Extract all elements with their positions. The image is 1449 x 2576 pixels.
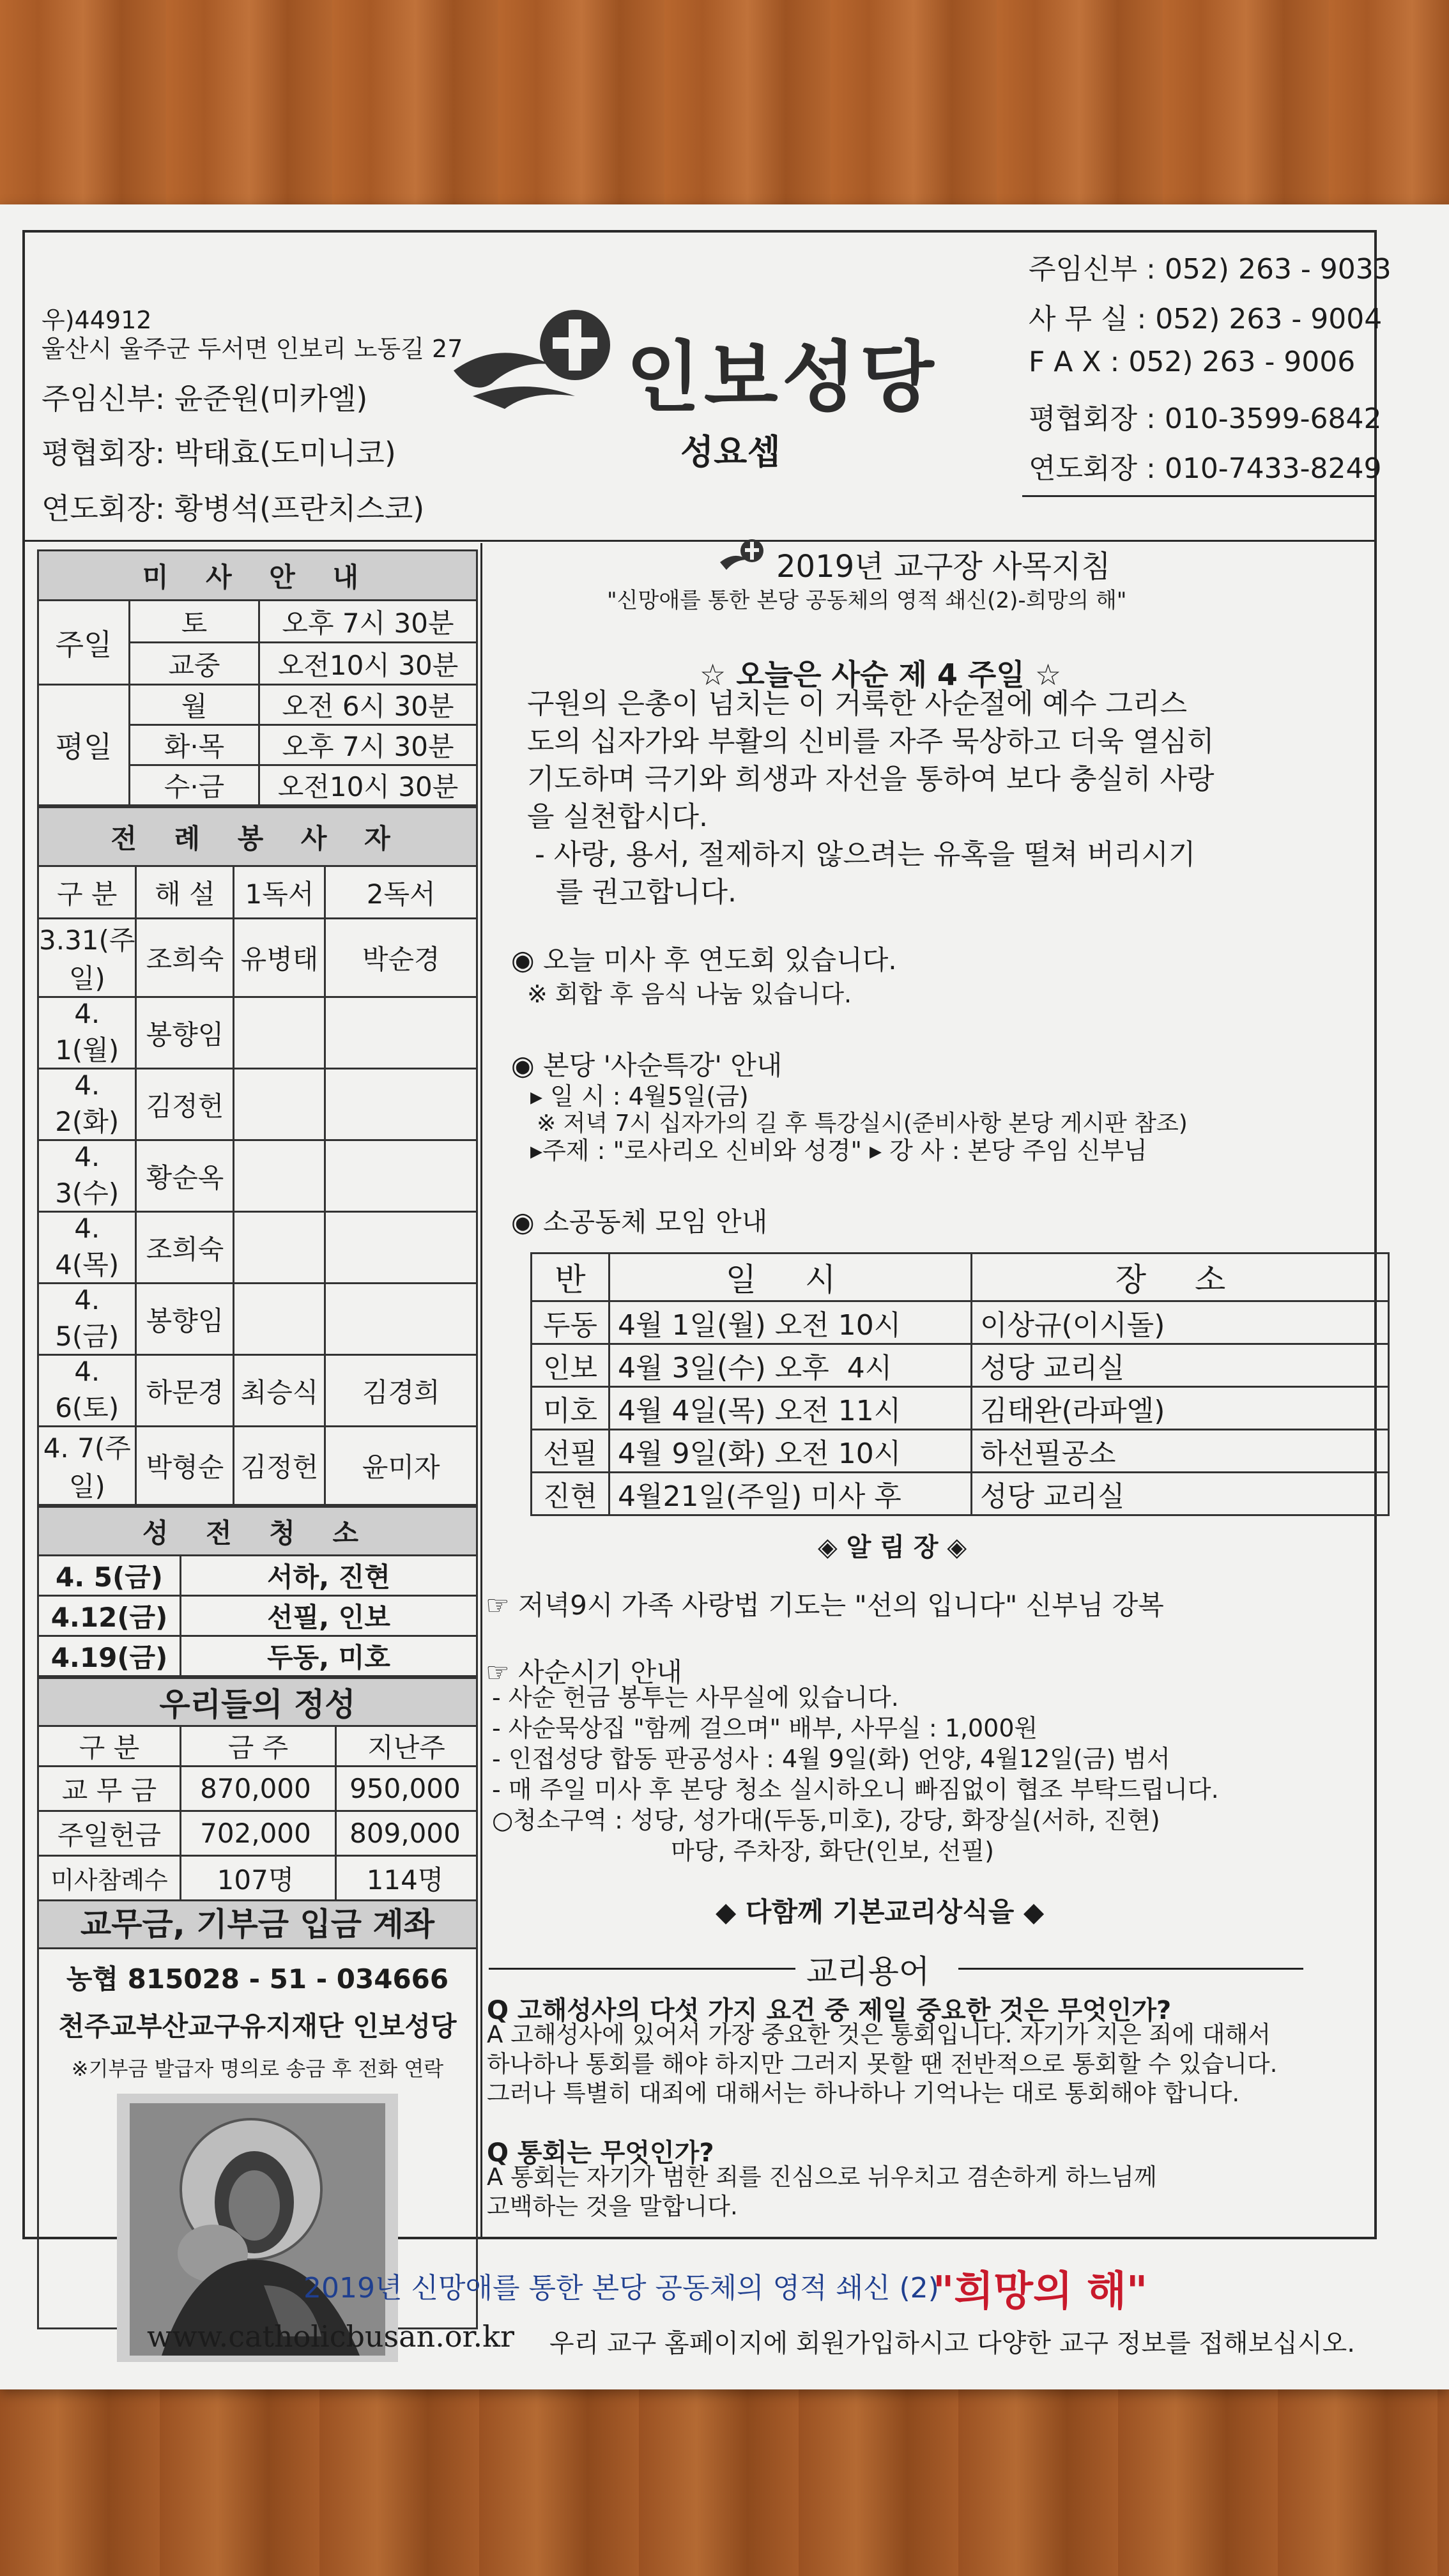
contact-label: 연도회장 [1029, 452, 1138, 485]
mass-day: 수·금 [130, 765, 259, 806]
contact-value: : 052) 263 - 9033 [1146, 253, 1392, 286]
mass-time: 오전 6시 30분 [259, 685, 477, 725]
mass-day: 월 [130, 685, 259, 725]
lent-line: 기도하며 극기와 희생과 자선을 통하여 보다 충실히 사랑 [527, 763, 1215, 795]
account-title: 교무금, 기부금 입금 계좌 [39, 1901, 476, 1949]
servers-cell: 윤미자 [325, 1427, 477, 1505]
mass-time: 오전10시 30분 [259, 765, 477, 806]
postal-code: 우)44912 [42, 306, 152, 334]
servers-cell [234, 1069, 325, 1140]
servers-cell [325, 1284, 477, 1355]
offering-value: 950,000 [336, 1767, 477, 1811]
address: 울산시 울주군 두서면 인보리 노동길 27 [42, 335, 463, 363]
term-rule-left [489, 1968, 795, 1970]
wood-background [0, 2377, 1449, 2576]
lecture-note: ※ 저녁 7시 십자가의 길 후 특강실시(준비사항 본당 게시판 참조) [537, 1110, 1188, 1137]
community-time: 4월21일(주일) 미사 후 [610, 1473, 972, 1515]
offering-value: 809,000 [336, 1811, 477, 1856]
answer-line: A 통회는 자기가 범한 죄를 진심으로 뉘우치고 겸손하게 하느님께 [487, 2163, 1157, 2191]
table-row [38, 1811, 477, 1856]
community-time: 4월 4일(목) 오전 11시 [610, 1387, 972, 1430]
mass-time: 오후 7시 30분 [259, 725, 477, 765]
lent-paragraph [527, 685, 1358, 911]
servers-cell [325, 1140, 477, 1212]
table-row [38, 1069, 477, 1140]
community-place: 성당 교리실 [972, 1473, 1389, 1515]
lent-line: - 사랑, 용서, 절제하지 않으려는 유혹을 떨쳐 버리시기 [535, 838, 1196, 871]
servers-date: 4. 7(주일) [38, 1427, 136, 1505]
community-group: 미호 [532, 1387, 610, 1430]
lecture-topic: ▸주제 : "로사리오 신비와 성경" ▸ 강 사 : 본당 주임 신부님 [530, 1137, 1147, 1165]
table-row [38, 997, 477, 1069]
header-divider [1022, 495, 1377, 497]
lecture-date: ▸ 일 시 : 4월5일(금) [530, 1082, 749, 1110]
offering-label: 미사참례수 [38, 1856, 181, 1901]
directive-logo-icon [719, 537, 770, 575]
servers-header: 1독서 [234, 866, 325, 919]
cleaning-date: 4.12(금) [38, 1596, 181, 1636]
lent-line: 를 권고합니다. [556, 876, 737, 908]
lent-line: 도의 십자가와 부활의 신비를 자주 묵상하고 더욱 열심히 [527, 725, 1215, 758]
community-header: 반 [532, 1254, 610, 1301]
servers-cell: 봉향임 [136, 997, 234, 1069]
lent-guide-item: - 인접성당 합동 판공성사 : 4월 9일(화) 언양, 4월12일(금) 범서 [492, 1745, 1170, 1773]
offering-header: 금 주 [181, 1726, 336, 1767]
bank-account: 농협 815028 - 51 - 034666 [66, 1963, 449, 1995]
lent-guide-item: - 사순 헌금 봉투는 사무실에 있습니다. [492, 1683, 899, 1712]
offering-value: 702,000 [181, 1811, 336, 1856]
servers-date: 4. 1(월) [38, 997, 136, 1069]
table-row [38, 1767, 477, 1811]
community-time: 4월 9일(화) 오전 10시 [610, 1430, 972, 1473]
table-row [38, 1856, 477, 1901]
cleaning-date: 4.19(금) [38, 1636, 181, 1676]
directive-title: 2019년 교구장 사목지침 [776, 549, 1111, 585]
church-name: 인보성당 [626, 334, 938, 422]
answer-line: 고백하는 것을 말합니다. [487, 2193, 738, 2220]
contact-value: : 010-7433-8249 [1146, 452, 1382, 485]
community-time: 4월 1일(월) 오전 10시 [610, 1301, 972, 1344]
servers-date: 4. 2(화) [38, 1069, 136, 1140]
table-row [38, 1556, 477, 1596]
mass-time: 오후 7시 30분 [259, 601, 477, 643]
weekday-label: 평일 [38, 685, 130, 806]
servers-cell: 하문경 [136, 1355, 234, 1427]
question-1: Q 고해성사의 다섯 가지 요건 중 제일 중요한 것은 무엇인가? [487, 1996, 1172, 2025]
offering-value: 107명 [181, 1856, 336, 1901]
community-group: 두동 [532, 1301, 610, 1344]
table-row [38, 1140, 477, 1212]
community-schedule-table [530, 1252, 1390, 1516]
footer-highlight: "희망의 해" [933, 2268, 1148, 2315]
diocese-website-link[interactable]: www.catholicbusan.or.kr [147, 2319, 514, 2354]
table-row [532, 1387, 1389, 1430]
contact-label: 사 무 실 [1029, 303, 1128, 335]
footer-message: 우리 교구 홈페이지에 회원가입하시고 다양한 교구 정보를 접해보십시오. [549, 2329, 1355, 2358]
mass-day: 교중 [130, 643, 259, 685]
answer-line: A 고해성사에 있어서 가장 중요한 것은 통회입니다. 자기가 지은 죄에 대해서 [487, 2021, 1271, 2048]
table-row [532, 1344, 1389, 1387]
catechism-banner: ◆ 다함께 기본교리상식을 ◆ [716, 1896, 1045, 1928]
notice-lecture-title: ◉ 본당 '사순특강' 안내 [511, 1050, 783, 1081]
servers-cell: 황순옥 [136, 1140, 234, 1212]
account-note: ※기부금 발급자 명의로 송금 후 전화 연락 [71, 2057, 444, 2081]
servers-cell: 유병태 [234, 919, 325, 997]
notice-gathering-title: ◉ 오늘 미사 후 연도회 있습니다. [511, 944, 897, 976]
offering-label: 교 무 금 [38, 1767, 181, 1811]
servers-date: 4. 4(목) [38, 1212, 136, 1284]
contact-value: : 010-3599-6842 [1146, 402, 1382, 435]
servers-cell: 김경희 [325, 1355, 477, 1427]
community-place: 김태완(라파엘) [972, 1387, 1389, 1430]
cleaning-table [37, 1506, 478, 1677]
left-column [37, 549, 478, 2329]
contact-value: : 052) 263 - 9004 [1137, 303, 1383, 335]
legion-head: 연도회장: 황병석(프란치스코) [42, 491, 425, 526]
table-row [38, 1284, 477, 1355]
servers-cell: 박순경 [325, 919, 477, 997]
contact-value: : 052) 263 - 9006 [1110, 346, 1356, 378]
contact-label: F A X [1029, 346, 1101, 378]
sunday-label: 주일 [38, 601, 130, 685]
servers-date: 3.31(주일) [38, 919, 136, 997]
header-bottom-rule [22, 540, 1377, 542]
servers-cell: 봉향임 [136, 1284, 234, 1355]
servers-header: 해 설 [136, 866, 234, 919]
directive-subtitle: "신망애를 통한 본당 공동체의 영적 쇄신(2)-희망의 해" [607, 588, 1127, 613]
servers-cell: 최승식 [234, 1355, 325, 1427]
council-head: 평협회장: 박태효(도미니코) [42, 436, 396, 470]
servers-cell: 김정헌 [234, 1427, 325, 1505]
servers-cell: 김정헌 [136, 1069, 234, 1140]
servers-title: 전 례 봉 사 자 [38, 808, 477, 866]
cleaning-groups: 두동, 미호 [181, 1636, 477, 1676]
mass-day: 토 [130, 601, 259, 643]
servers-cell [325, 1069, 477, 1140]
lent-guide-item: 마당, 주차장, 화단(인보, 선필) [671, 1837, 994, 1865]
answer-line: 하나하나 통회를 해야 하지만 그러지 못할 땐 전반적으로 통회할 수 있습니다. [487, 2050, 1278, 2078]
footer-slogan: 2019년 신망애를 통한 본당 공동체의 영적 쇄신 (2) [303, 2272, 939, 2304]
table-row [532, 1430, 1389, 1473]
community-time: 4월 3일(수) 오후 4시 [610, 1344, 972, 1387]
community-place: 이상규(이시돌) [972, 1301, 1389, 1344]
table-row [38, 919, 477, 997]
contact-row [1029, 346, 1374, 395]
servers-date: 4. 3(수) [38, 1140, 136, 1212]
family-prayer-notice: ☞ 저녁9시 가족 사랑법 기도는 "선의 입니다" 신부님 강복 [486, 1590, 1164, 1621]
answer-1 [487, 2020, 1381, 2108]
servers-cell [234, 1212, 325, 1284]
lent-guide-item: - 매 주일 미사 후 본당 청소 실시하오니 빠짐없이 협조 부탁드립니다. [492, 1775, 1219, 1804]
table-row [38, 1355, 477, 1427]
contacts-list [1029, 246, 1392, 495]
question-2: Q 통회는 무엇인가? [487, 2138, 714, 2168]
answer-line: 그러나 특별히 대죄에 대해서는 하나하나 기억나는 대로 통회해야 합니다. [487, 2080, 1240, 2107]
contact-row [1029, 296, 1383, 346]
lent-guide-title: ☞ 사순시기 안내 [486, 1657, 682, 1688]
cleaning-groups: 선필, 인보 [181, 1596, 477, 1636]
table-row [532, 1301, 1389, 1344]
contact-row [1029, 246, 1392, 296]
lent-heading: ☆ 오늘은 사순 제 4 주일 ☆ [700, 657, 1062, 692]
servers-cell [325, 997, 477, 1069]
church-patron: 성요셉 [680, 432, 781, 472]
cleaning-groups: 서하, 진현 [181, 1556, 477, 1596]
offering-label: 주일헌금 [38, 1811, 181, 1856]
mass-time: 오전10시 30분 [259, 643, 477, 685]
offering-value: 114명 [336, 1856, 477, 1901]
offering-table [37, 1677, 478, 1901]
column-divider [480, 543, 482, 2239]
community-group: 인보 [532, 1344, 610, 1387]
table-row [38, 1212, 477, 1284]
servers-cell [234, 997, 325, 1069]
contact-label: 주임신부 [1029, 253, 1138, 286]
community-header: 장 소 [972, 1254, 1389, 1301]
servers-cell [325, 1212, 477, 1284]
community-place: 성당 교리실 [972, 1344, 1389, 1387]
servers-cell: 조희숙 [136, 919, 234, 997]
account-holder: 천주교부산교구유지재단 인보성당 [58, 2011, 457, 2042]
mass-title: 미 사 안 내 [38, 551, 477, 601]
notice-community-title: ◉ 소공동체 모임 안내 [511, 1206, 768, 1238]
cleaning-date: 4. 5(금) [38, 1556, 181, 1596]
notice-board-title: ◈ 알 림 장 ◈ [818, 1533, 967, 1562]
lent-guide-list [492, 1682, 1380, 1866]
church-logo-icon [447, 300, 639, 415]
lent-line: 구원의 은총이 넘치는 이 거룩한 사순절에 예수 그리스 [527, 687, 1187, 720]
community-header: 일 시 [610, 1254, 972, 1301]
bulletin-page [0, 204, 1449, 2389]
mass-schedule-table [37, 549, 478, 806]
contact-label: 평협회장 [1029, 402, 1138, 435]
table-row [38, 1596, 477, 1636]
servers-date: 4. 5(금) [38, 1284, 136, 1355]
servers-cell: 박형순 [136, 1427, 234, 1505]
contact-row [1029, 445, 1382, 495]
term-title: 교리용어 [806, 1953, 930, 1990]
servers-cell [234, 1140, 325, 1212]
community-group: 선필 [532, 1430, 610, 1473]
servers-header: 구 분 [38, 866, 136, 919]
table-row [38, 1427, 477, 1505]
offering-value: 870,000 [181, 1767, 336, 1811]
cleaning-title: 성 전 청 소 [38, 1507, 477, 1556]
offering-header: 구 분 [38, 1726, 181, 1767]
table-row [38, 1636, 477, 1676]
table-row [532, 1473, 1389, 1515]
servers-date: 4. 6(토) [38, 1355, 136, 1427]
lent-guide-item: ○청소구역 : 성당, 성가대(두동,미호), 강당, 화장실(서하, 진현) [492, 1806, 1160, 1834]
pastor-name: 주임신부: 윤준원(미카엘) [42, 381, 368, 416]
lent-guide-item: - 사순묵상집 "함께 걸으며" 배부, 사무실 : 1,000원 [492, 1714, 1038, 1742]
mass-day: 화·목 [130, 725, 259, 765]
servers-table [37, 806, 478, 1506]
answer-2 [487, 2163, 1381, 2221]
servers-cell: 조희숙 [136, 1212, 234, 1284]
servers-cell [234, 1284, 325, 1355]
community-place: 하선필공소 [972, 1430, 1389, 1473]
term-rule-right [958, 1968, 1303, 1970]
offering-header: 지난주 [336, 1726, 477, 1767]
servers-header: 2독서 [325, 866, 477, 919]
notice-gathering-sub: ※ 회합 후 음식 나눔 있습니다. [527, 980, 852, 1008]
offering-title: 우리들의 정성 [38, 1678, 477, 1726]
community-group: 진현 [532, 1473, 610, 1515]
lent-line: 을 실천합시다. [527, 801, 708, 833]
contact-row [1029, 395, 1382, 445]
